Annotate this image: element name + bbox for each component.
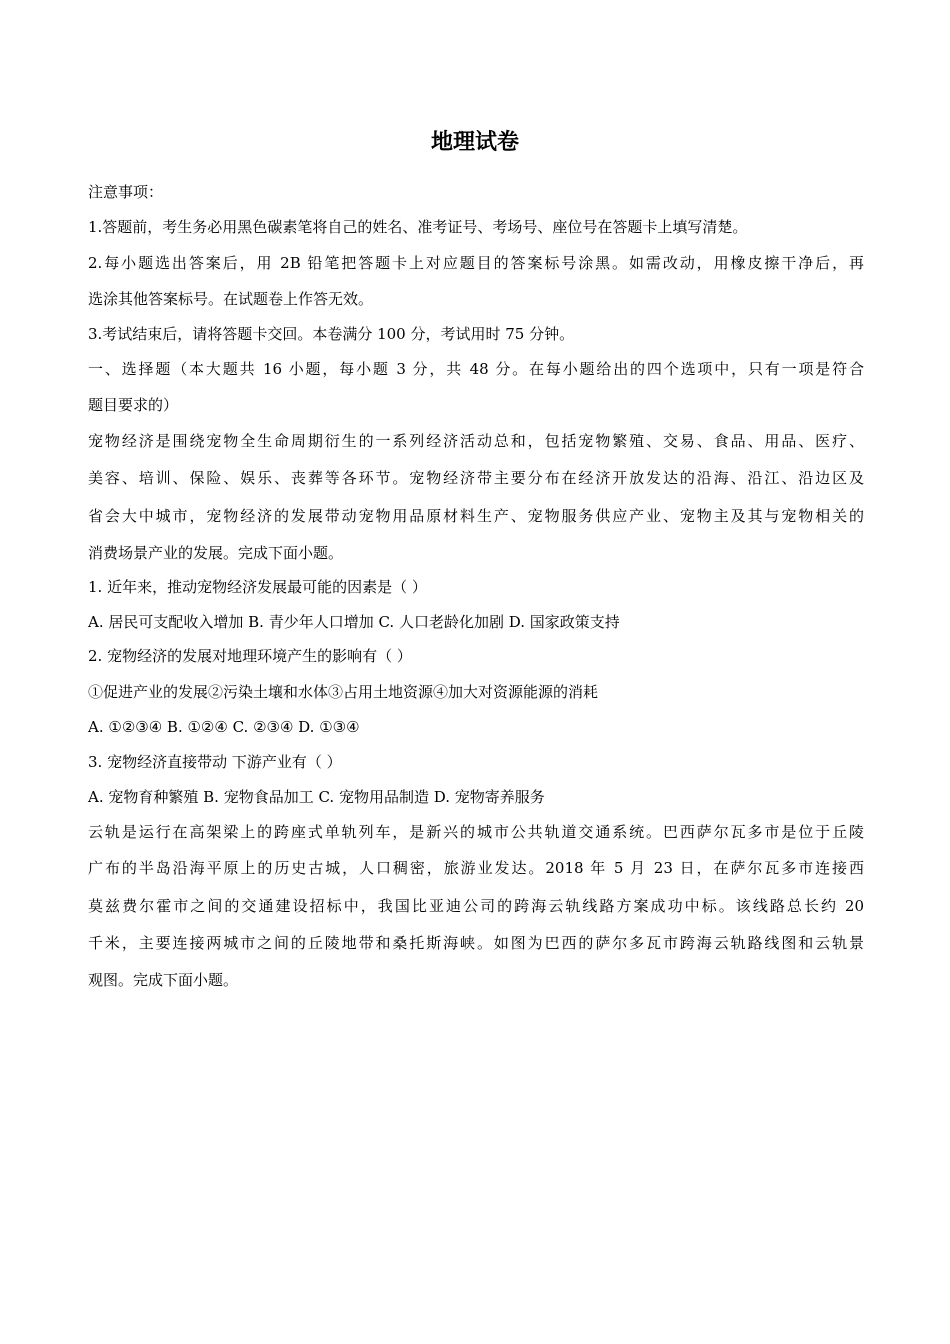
passage-1-line-3: 省会大中城市，宠物经济的发展带动宠物用品原材料生产、宠物服务供应产业、宠物主及其与宠物相关的 [88, 507, 864, 525]
page-title: 地理试卷 [430, 129, 519, 155]
note-1: 1.答题前，考生务必用黑色碳素笔将自己的姓名、准考证号、考场号、座位号在答题卡上填写清楚。 [88, 218, 748, 236]
passage-1-line-4: 消费场景产业的发展。完成下面小题。 [88, 544, 344, 562]
note-2-line-2: 选涂其他答案标号。在试题卷上作答无效。 [88, 290, 374, 308]
note-2-line-1: 2.每小题选出答案后，用 2B 铅笔把答题卡上对应题目的答案标号涂黑。如需改动，用橡皮擦干净后，再 [88, 254, 864, 272]
question-3: 3. 宠物经济直接带动 下游产业有（ ） [88, 753, 342, 771]
passage-2-line-3: 莫兹费尔霍市之间的交通建设招标中，我国比亚迪公司的跨海云轨线路方案成功中标。该线路总长约 20 [88, 897, 864, 915]
passage-2-line-5: 观图。完成下面小题。 [88, 971, 239, 989]
notes-header: 注意事项： [88, 183, 164, 201]
passage-2-line-1: 云轨是运行在高架梁上的跨座式单轨列车，是新兴的城市公共轨道交通系统。巴西萨尔瓦多市是位于丘陵 [88, 823, 864, 841]
note-3: 3.考试结束后，请将答题卡交回。本卷满分 100 分，考试用时 75 分钟。 [88, 325, 575, 343]
section-1-heading-line-1: 一、选择题（本大题共 16 小题，每小题 3 分，共 48 分。在每小题给出的四个选项中，只有一项是符合 [88, 360, 864, 378]
question-2-items: ①促进产业的发展②污染土壤和水体③占用土地资源④加大对资源能源的消耗 [88, 683, 599, 701]
question-1-options: A. 居民可支配收入增加 B. 青少年人口增加 C. 人口老龄化加剧 D. 国家政策支持 [88, 613, 620, 631]
passage-2-line-4: 千米，主要连接两城市之间的丘陵地带和桑托斯海峡。如图为巴西的萨尔多瓦市跨海云轨路线图和云轨景 [88, 934, 864, 952]
question-2: 2. 宠物经济的发展对地理环境产生的影响有（ ） [88, 647, 412, 665]
question-3-options: A. 宠物育种繁殖 B. 宠物食品加工 C. 宠物用品制造 D. 宠物寄养服务 [88, 788, 545, 806]
passage-1-line-1: 宠物经济是围绕宠物全生命周期衍生的一系列经济活动总和，包括宠物繁殖、交易、食品、用品、医疗、 [88, 432, 864, 450]
question-2-options: A. ①②③④ B. ①②④ C. ②③④ D. ①③④ [88, 718, 360, 736]
passage-2-line-2: 广布的半岛沿海平原上的历史古城，人口稠密，旅游业发达。2018 年 5 月 23 日，在萨尔瓦多市连接西 [88, 859, 864, 877]
question-1: 1. 近年来，推动宠物经济发展最可能的因素是（ ） [88, 578, 427, 596]
passage-1-line-2: 美容、培训、保险、娱乐、丧葬等各环节。宠物经济带主要分布在经济开放发达的沿海、沿江、沿边区及 [88, 469, 864, 487]
section-1-heading-line-2: 题目要求的） [88, 396, 179, 414]
